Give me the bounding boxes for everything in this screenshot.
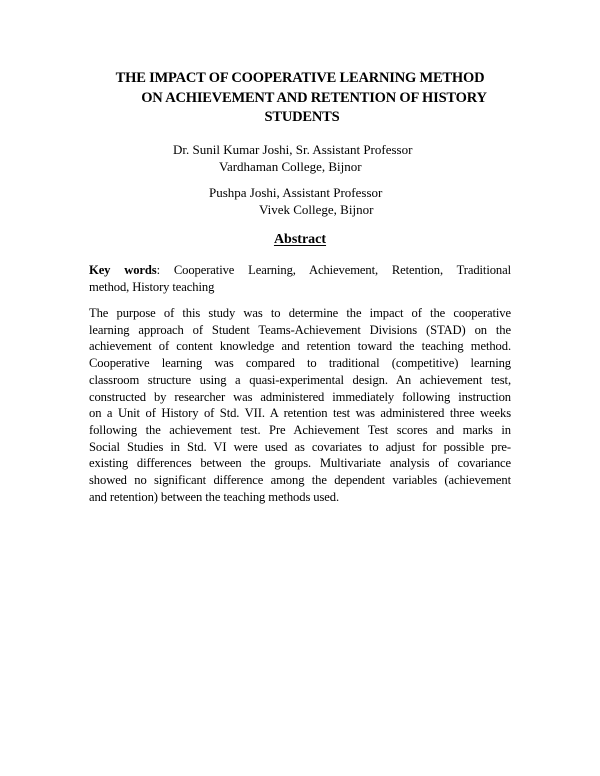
- keywords-text: : Cooperative Learning, Achievement, Retention, Traditional: [156, 263, 511, 277]
- title-line: STUDENTS: [264, 109, 340, 125]
- abstract-line: Social Studies in Std. VI were used as covariates to adjust for possible pre-: [89, 439, 511, 454]
- abstract-line: showed no significant difference among the dependent variables (achievement: [89, 473, 511, 488]
- abstract-line: and retention) between the teaching methods used.: [89, 489, 340, 504]
- keywords-line: method, History teaching: [89, 279, 215, 294]
- abstract-line: constructed by researcher was administered immediately following instruction: [89, 389, 511, 404]
- author-1-affiliation: Vardhaman College, Bijnor: [219, 159, 362, 174]
- abstract-line: on a Unit of History of Std. VII. A retention test was administered three weeks: [89, 406, 511, 421]
- author-2-affiliation: Vivek College, Bijnor: [259, 202, 374, 217]
- abstract-line: following the achievement test. Pre Achievement Test scores and marks in: [89, 422, 511, 437]
- abstract-line: Cooperative learning was compared to traditional (competitive) learning: [89, 356, 511, 371]
- abstract-heading: Abstract: [273, 232, 327, 247]
- keywords-label: Key words: [89, 263, 157, 277]
- abstract-line: classroom structure using a quasi-experimental design. An achievement test,: [89, 372, 511, 387]
- abstract-line: learning approach of Student Teams-Achievement Divisions (STAD) on the: [89, 322, 511, 337]
- keywords-line: [89, 262, 511, 279]
- keywords-paragraph: [89, 262, 511, 295]
- paper-title: [70, 69, 530, 128]
- author-1-name: Dr. Sunil Kumar Joshi, Sr. Assistant Professor: [173, 142, 413, 157]
- title-line: THE IMPACT OF COOPERATIVE LEARNING METHOD: [115, 70, 485, 86]
- abstract-line: The purpose of this study was to determine the impact of the cooperative: [89, 306, 511, 320]
- title-line: ON ACHIEVEMENT AND RETENTION OF HISTORY: [141, 89, 487, 106]
- abstract-line: achievement of content knowledge and retention toward the teaching method.: [89, 339, 511, 354]
- abstract-line: existing differences between the groups. Multivariate analysis of covariance: [89, 456, 511, 471]
- abstract-body: [89, 305, 511, 505]
- author-2-name: Pushpa Joshi, Assistant Professor: [209, 185, 383, 200]
